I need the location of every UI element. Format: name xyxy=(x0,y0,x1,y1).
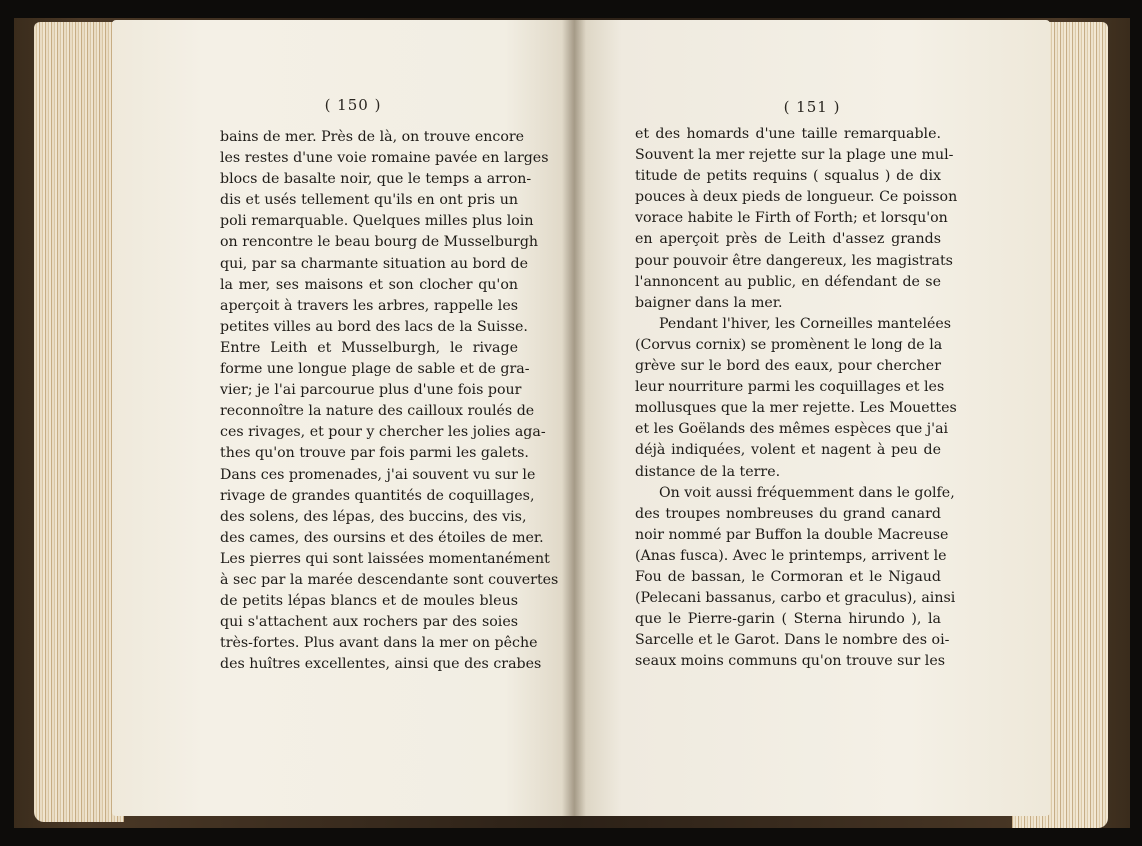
text-line: (Anas fusca). Avec le printemps, arrivent le xyxy=(635,547,947,564)
text-line: blocs de basalte noir, que le temps a arron- xyxy=(220,171,532,188)
text-line: Pendant l'hiver, les Corneilles mantelées xyxy=(659,315,952,332)
text-line: forme une longue plage de sable et de gra- xyxy=(220,361,530,378)
text-line: qui, par sa charmante situation au bord de xyxy=(220,255,528,272)
text-line: bains de mer. Près de là, on trouve encore xyxy=(220,129,525,145)
text-line: des solens, des lépas, des buccins, des vis, xyxy=(220,508,527,525)
text-line: dis et usés tellement qu'ils en ont pris un xyxy=(220,192,518,209)
text-line: On voit aussi fréquemment dans le golfe, xyxy=(659,484,955,501)
text-line: reconnoître la nature des cailloux roulés de xyxy=(220,403,535,420)
text-line: déjà indiquées, volent et nagent à peu de xyxy=(635,442,941,459)
text-line: Entre Leith et Musselburgh, le rivage xyxy=(220,339,518,356)
book-gutter xyxy=(562,20,586,816)
page-text xyxy=(635,124,958,672)
page-edges-left xyxy=(34,22,124,822)
text-line: vorace habite le Firth of Forth; et lorsqu'on xyxy=(635,210,948,227)
text-line: pour pouvoir être dangereux, les magistrats xyxy=(635,252,953,269)
text-line: rivage de grandes quantités de coquillages, xyxy=(220,487,535,504)
text-line: la mer, ses maisons et son clocher qu'on xyxy=(220,276,518,293)
text-line: ces rivages, et pour y chercher les jolies aga- xyxy=(220,424,546,441)
text-line: Fou de bassan, le Cormoran et le Nigaud xyxy=(635,568,941,585)
text-line: aperçoit à travers les arbres, rappelle les xyxy=(220,297,518,314)
text-line: les restes d'une voie romaine pavée en larges xyxy=(220,150,549,167)
text-line: (Pelecani bassanus, carbo et graculus), ainsi xyxy=(635,590,956,607)
text-line: que le Pierre-garin ( Sterna hirundo ), la xyxy=(635,611,941,628)
text-line: mollusques que la mer rejette. Les Mouettes xyxy=(635,400,957,417)
text-line: de petits lépas blancs et de moules bleus xyxy=(220,593,518,610)
text-line: poli remarquable. Quelques milles plus loin xyxy=(220,213,534,230)
text-line: Les pierres qui sont laissées momentanément xyxy=(220,550,550,567)
text-line: à sec par la marée descendante sont couvertes xyxy=(220,571,559,588)
text-line: très-fortes. Plus avant dans la mer on pêche xyxy=(220,635,538,652)
page-text xyxy=(220,127,559,675)
text-line: l'annoncent au public, en défendant de se xyxy=(635,273,941,290)
text-line: des huîtres excellentes, ainsi que des crabes xyxy=(220,656,542,673)
text-line: on rencontre le beau bourg de Musselburgh xyxy=(220,234,539,251)
right-page xyxy=(574,20,1050,816)
text-line: baigner dans la mer. xyxy=(635,294,783,311)
text-line: noir nommé par Buffon la double Macreuse xyxy=(635,526,949,543)
text-line: et des homards d'une taille remarquable. xyxy=(635,126,941,142)
text-line: des cames, des oursins et des étoiles de mer. xyxy=(220,529,544,546)
text-line: leur nourriture parmi les coquillages et les xyxy=(635,379,945,396)
text-line: titude de petits requins ( squalus ) de dix xyxy=(635,168,941,185)
text-line: Sarcelle et le Garot. Dans le nombre des oi- xyxy=(635,632,950,649)
text-line: Souvent la mer rejette sur la plage une mul- xyxy=(635,147,954,164)
text-line: qui s'attachent aux rochers par des soies xyxy=(220,614,518,631)
text-line: pouces à deux pieds de longueur. Ce poisson xyxy=(635,189,958,206)
text-line: petites villes au bord des lacs de la Suisse. xyxy=(220,318,528,335)
text-line: thes qu'on trouve par fois parmi les galets. xyxy=(220,445,529,462)
page-number: ( 151 ) xyxy=(783,98,841,116)
left-page xyxy=(112,20,574,816)
text-line: des troupes nombreuses du grand canard xyxy=(635,505,941,522)
text-line: (Corvus cornix) se promènent le long de la xyxy=(635,336,943,353)
text-line: distance de la terre. xyxy=(635,463,781,480)
text-line: et les Goëlands des mêmes espèces que j'ai xyxy=(635,421,949,438)
text-line: seaux moins communs qu'on trouve sur les xyxy=(635,653,946,670)
text-line: grève sur le bord des eaux, pour chercher xyxy=(635,358,941,375)
text-line: Dans ces promenades, j'ai souvent vu sur le xyxy=(220,466,536,483)
page-number: ( 150 ) xyxy=(324,96,382,114)
text-line: vier; je l'ai parcourue plus d'une fois pour xyxy=(220,382,522,399)
text-line: en aperçoit près de Leith d'assez grands xyxy=(635,231,941,248)
